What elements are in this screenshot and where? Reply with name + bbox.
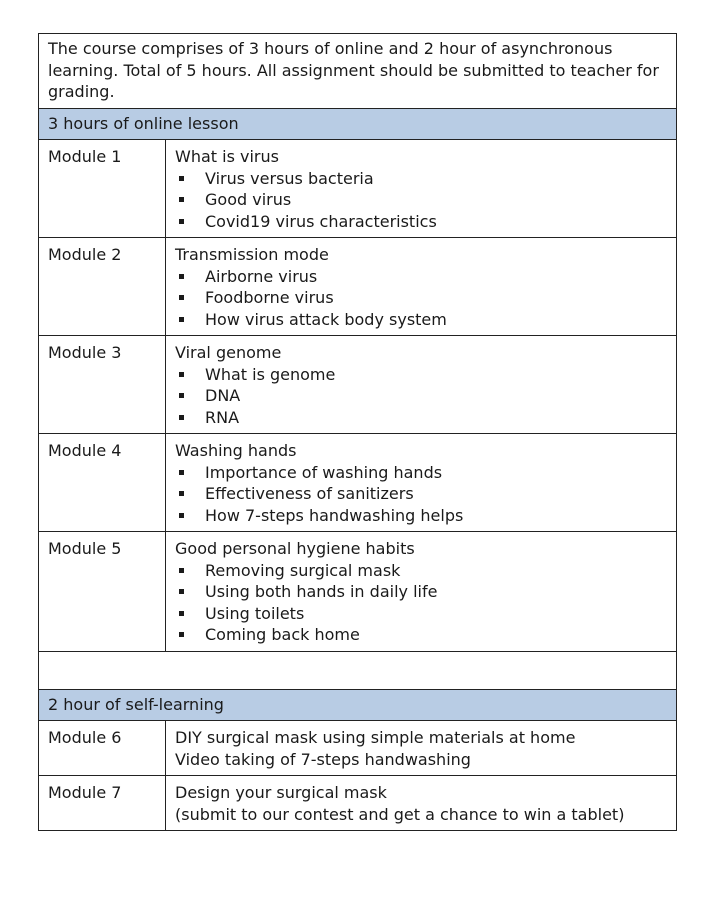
subtopic-list bbox=[175, 364, 668, 429]
module-row bbox=[39, 434, 677, 532]
module-text-line: Design your surgical mask bbox=[175, 783, 387, 802]
module-text-line: Video taking of 7-steps handwashing bbox=[175, 749, 471, 769]
module-topic: Transmission mode bbox=[175, 245, 329, 264]
subtopic-item: Good virus bbox=[175, 189, 668, 211]
module-content bbox=[166, 721, 677, 776]
subtopic-item: How virus attack body system bbox=[175, 309, 668, 331]
module-content bbox=[166, 336, 677, 434]
module-topic: Viral genome bbox=[175, 343, 282, 362]
course-table bbox=[38, 33, 677, 831]
module-text-line: (submit to our contest and get a chance to win a tablet) bbox=[175, 804, 625, 824]
subtopic-item: Coming back home bbox=[175, 624, 668, 646]
subtopic-item: Effectiveness of sanitizers bbox=[175, 483, 668, 505]
module-text-line: DIY surgical mask using simple materials at home bbox=[175, 728, 576, 747]
subtopic-item: Using both hands in daily life bbox=[175, 581, 668, 603]
module-label: Module 1 bbox=[39, 140, 166, 238]
subtopic-item: Removing surgical mask bbox=[175, 560, 668, 582]
module-content bbox=[166, 434, 677, 532]
subtopic-item: What is genome bbox=[175, 364, 668, 386]
module-row bbox=[39, 140, 677, 238]
module-label: Module 5 bbox=[39, 532, 166, 652]
intro-row bbox=[39, 34, 677, 109]
section-online-row bbox=[39, 108, 677, 140]
subtopic-item: Airborne virus bbox=[175, 266, 668, 288]
module-topic: Good personal hygiene habits bbox=[175, 539, 415, 558]
section-heading-self: 2 hour of self-learning bbox=[39, 689, 677, 721]
subtopic-list bbox=[175, 168, 668, 233]
module-content bbox=[166, 140, 677, 238]
subtopic-item: DNA bbox=[175, 385, 668, 407]
empty-row bbox=[39, 651, 677, 689]
module-label: Module 2 bbox=[39, 238, 166, 336]
subtopic-item: Importance of washing hands bbox=[175, 462, 668, 484]
module-row bbox=[39, 721, 677, 776]
module-topic: Washing hands bbox=[175, 441, 297, 460]
subtopic-item: How 7-steps handwashing helps bbox=[175, 505, 668, 527]
module-label: Module 7 bbox=[39, 776, 166, 831]
subtopic-item: RNA bbox=[175, 407, 668, 429]
module-row bbox=[39, 532, 677, 652]
subtopic-item: Covid19 virus characteristics bbox=[175, 211, 668, 233]
module-content bbox=[166, 776, 677, 831]
subtopic-item: Using toilets bbox=[175, 603, 668, 625]
subtopic-list bbox=[175, 266, 668, 331]
subtopic-list bbox=[175, 560, 668, 646]
subtopic-list bbox=[175, 462, 668, 527]
subtopic-item: Foodborne virus bbox=[175, 287, 668, 309]
module-label: Module 3 bbox=[39, 336, 166, 434]
module-row bbox=[39, 776, 677, 831]
module-content bbox=[166, 238, 677, 336]
course-intro-text: The course comprises of 3 hours of online and 2 hour of asynchronous learning. Total of 5 hours. All assignment should be submitted to teacher for grading. bbox=[39, 34, 677, 109]
module-row bbox=[39, 238, 677, 336]
module-topic: What is virus bbox=[175, 147, 279, 166]
module-row bbox=[39, 336, 677, 434]
subtopic-item: Virus versus bacteria bbox=[175, 168, 668, 190]
empty-cell bbox=[39, 651, 677, 689]
section-self-row bbox=[39, 689, 677, 721]
module-content bbox=[166, 532, 677, 652]
course-outline bbox=[38, 33, 676, 831]
section-heading-online: 3 hours of online lesson bbox=[39, 108, 677, 140]
module-label: Module 4 bbox=[39, 434, 166, 532]
module-label: Module 6 bbox=[39, 721, 166, 776]
